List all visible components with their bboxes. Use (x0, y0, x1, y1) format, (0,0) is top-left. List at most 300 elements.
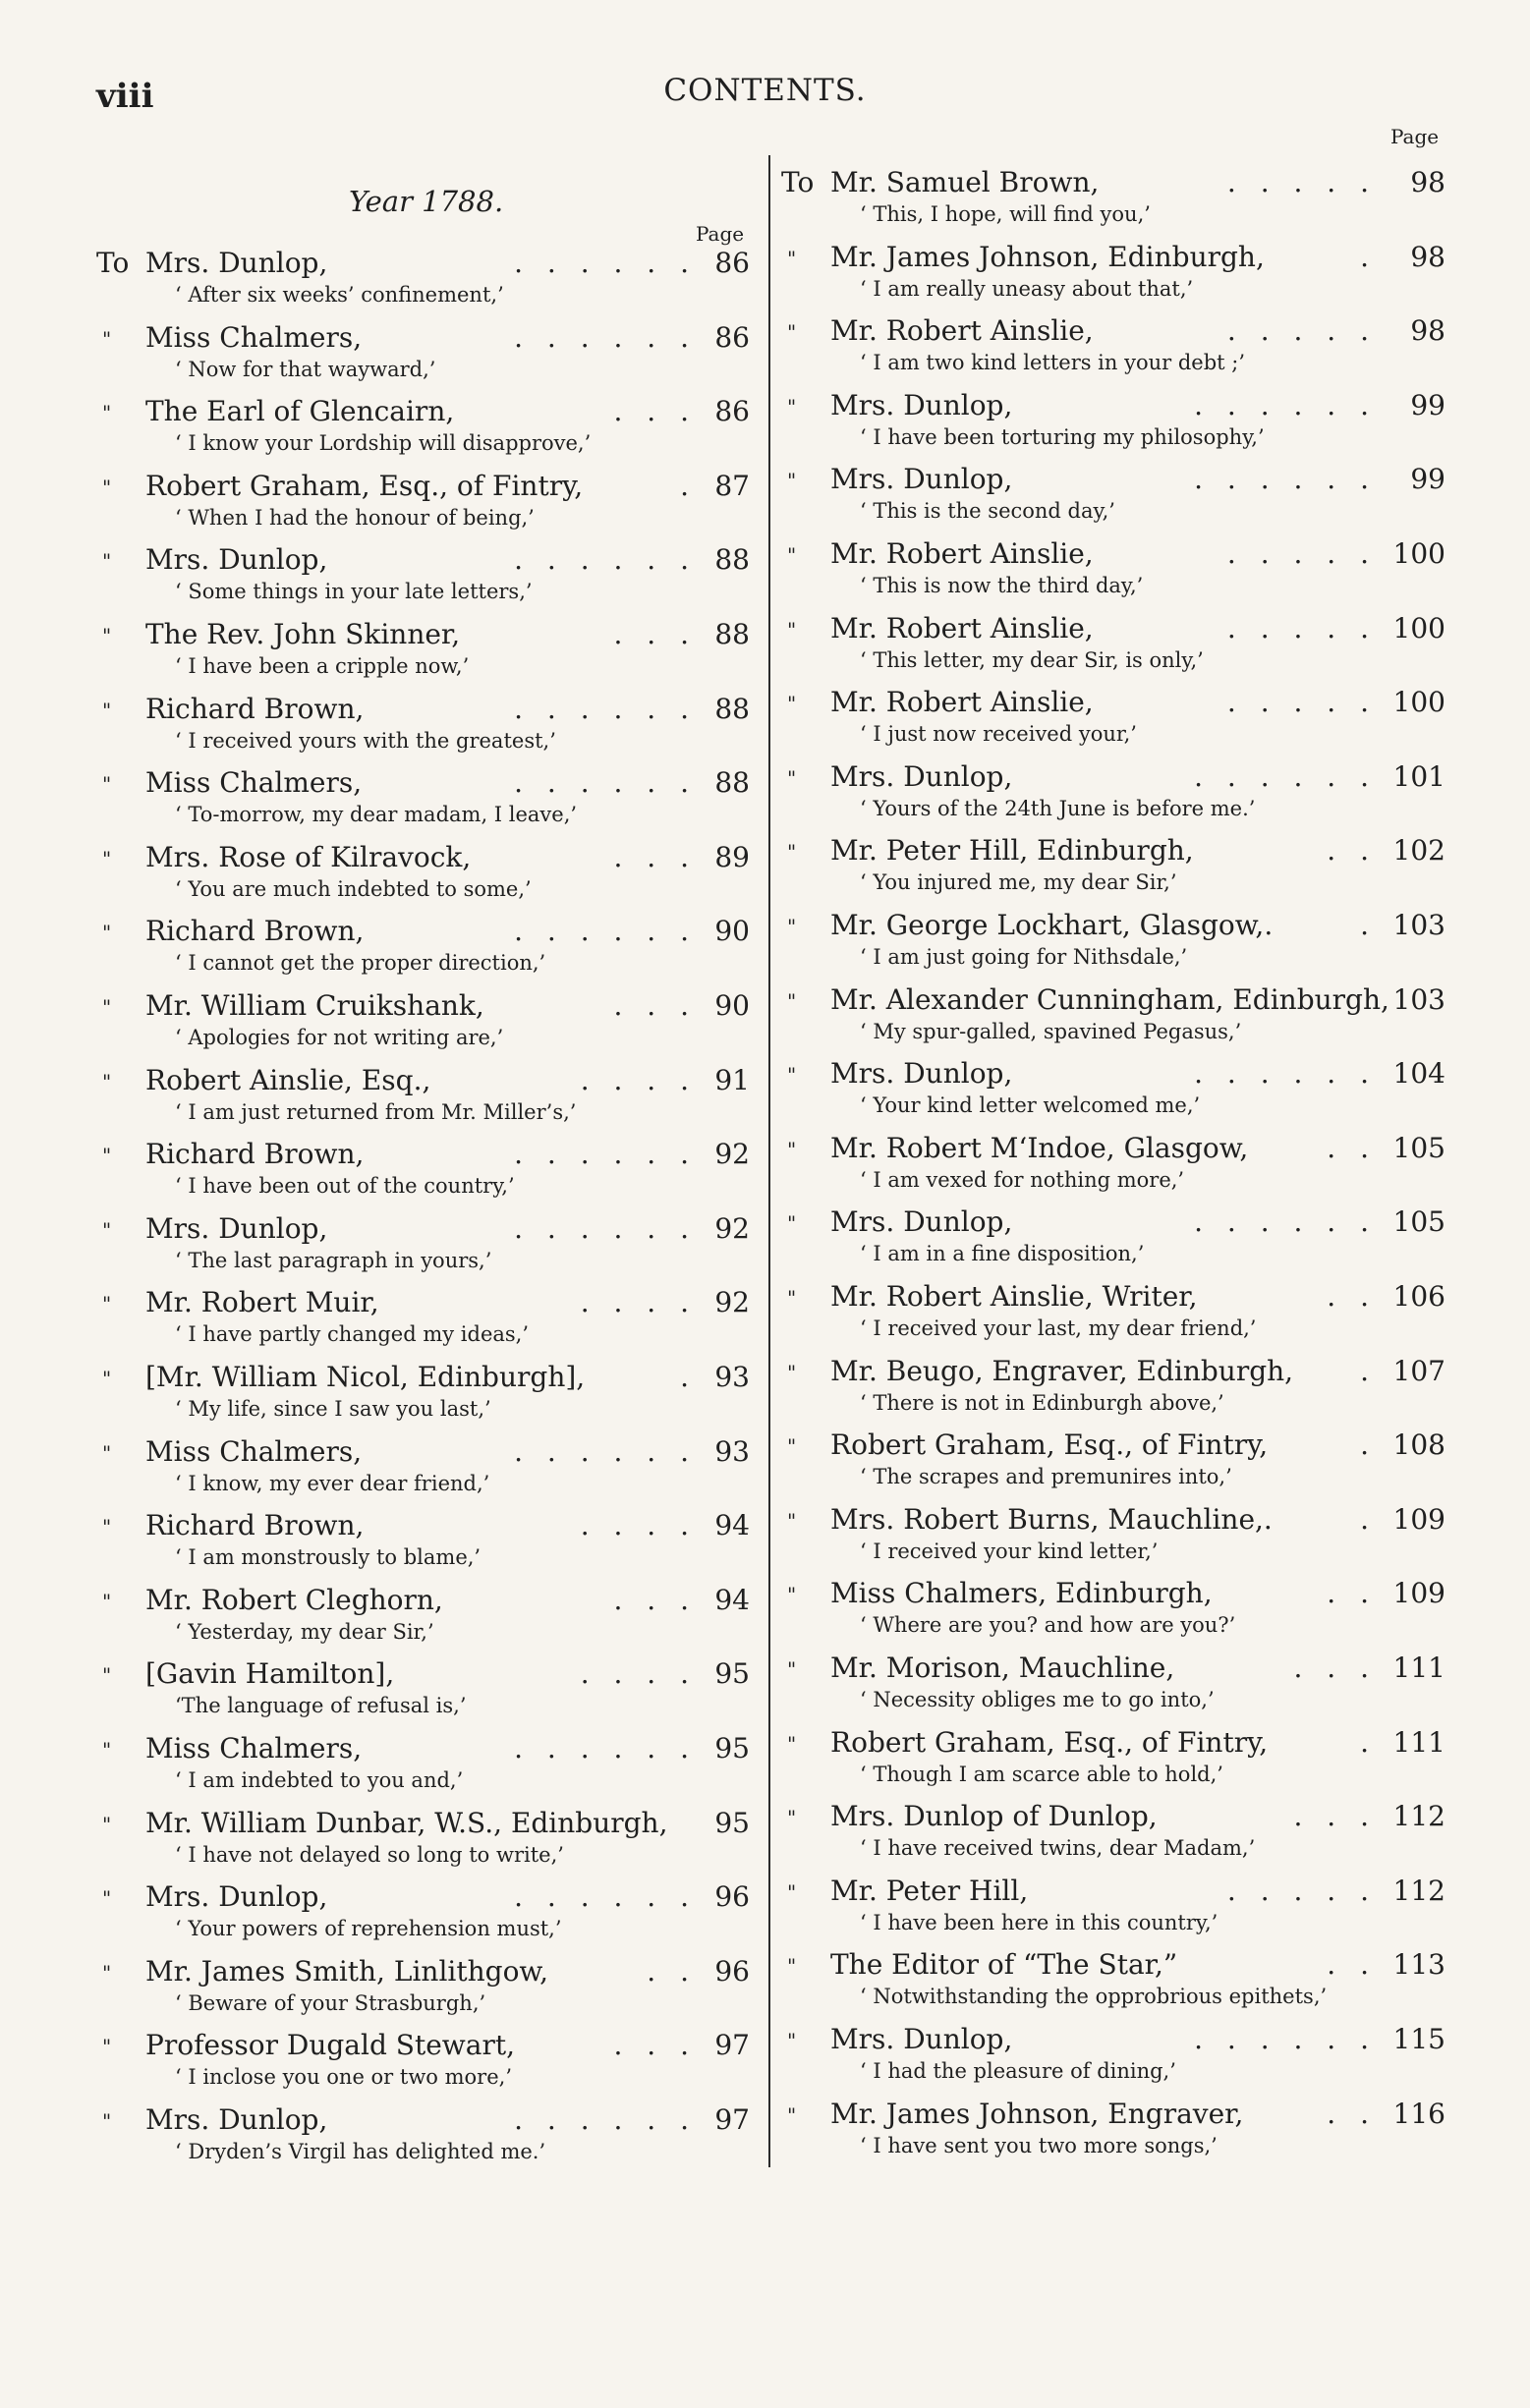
opening-words: ‘ Though I am scarce able to hold,’ (860, 1762, 1223, 1786)
opening-words: ‘ I am vexed for nothing more,’ (860, 1167, 1185, 1192)
recipient-name: The Earl of Glencairn, (145, 395, 455, 428)
page-ref: 102 (1392, 834, 1445, 868)
leader-dots: . . . (1293, 1800, 1377, 1833)
entry-prefix: " (102, 698, 112, 722)
leader-dots: . . . . (580, 1657, 697, 1691)
recipient-name: Robert Graham, Esq., of Fintry, (830, 1428, 1269, 1462)
recipient-name: Mr. Robert M‘Indoe, Glasgow, (830, 1131, 1249, 1164)
page-ref: 116 (1392, 2097, 1445, 2130)
recipient-name: Mr. William Cruikshank, (145, 989, 484, 1022)
entry-prefix: " (787, 1434, 797, 1459)
recipient-name: Robert Ainslie, Esq., (145, 1063, 431, 1096)
opening-words: ‘ I have been torturing my philosophy,’ (860, 424, 1265, 449)
opening-words: ‘ I am just returned from Mr. Miller’s,’ (175, 1099, 577, 1124)
leader-dots: . . . . (580, 1286, 697, 1319)
entry-prefix: " (102, 1144, 112, 1168)
recipient-name: Mr. Robert Muir, (145, 1286, 379, 1319)
page-ref: 90 (714, 915, 750, 948)
entry-prefix: " (787, 1954, 797, 1979)
leader-dots: . . . . . . (514, 692, 697, 725)
opening-words: ‘ You injured me, my dear Sir,’ (860, 870, 1177, 895)
recipient-name: Miss Chalmers, Edinburgh, (830, 1577, 1213, 1610)
page-ref: 106 (1392, 1280, 1445, 1313)
toc-entry (781, 909, 1445, 980)
toc-entry (96, 2029, 750, 2100)
recipient-name: [Gavin Hamilton], (145, 1657, 395, 1691)
page-ref: 98 (1410, 166, 1445, 198)
page-ref: 100 (1392, 537, 1445, 570)
toc-entry (781, 1205, 1445, 1276)
year-heading: Year 1788. (349, 185, 504, 218)
recipient-name: Mrs. Dunlop, (830, 1205, 1013, 1239)
page-ref: 99 (1410, 388, 1445, 421)
recipient-name: Mrs. Dunlop, (830, 388, 1013, 421)
page-ref: 108 (1392, 1428, 1445, 1462)
recipient-name: Mr. George Lockhart, Glasgow,. (830, 909, 1274, 941)
entry-prefix: " (787, 2102, 797, 2127)
entry-prefix: " (102, 772, 112, 797)
opening-words: ‘ To-morrow, my dear madam, I leave,’ (175, 803, 578, 827)
entry-prefix: " (787, 1063, 797, 1088)
leader-dots: . . . . (580, 1509, 697, 1542)
recipient-name: Mrs. Dunlop, (145, 1880, 328, 1914)
toc-entry (96, 841, 750, 912)
opening-words: ‘ Your kind letter welcomed me,’ (860, 1093, 1201, 1118)
entry-prefix: " (102, 1069, 112, 1093)
page-ref: 105 (1392, 1205, 1445, 1239)
entry-prefix: " (787, 1657, 797, 1681)
page-ref: 88 (714, 766, 750, 800)
toc-entry (96, 1955, 750, 2026)
page-ref: 100 (1392, 611, 1445, 644)
opening-words: ‘ Apologies for not writing are,’ (175, 1026, 504, 1049)
recipient-name: Miss Chalmers, (145, 766, 363, 800)
entry-prefix: " (102, 1440, 112, 1465)
page-ref: 96 (714, 1954, 750, 1988)
toc-entry (781, 2023, 1445, 2094)
entry-prefix: " (787, 915, 797, 938)
opening-words: ‘ Where are you? and how are you?’ (860, 1613, 1236, 1638)
leader-dots: . . . . . . (514, 1211, 697, 1245)
page-ref: 111 (1392, 1725, 1445, 1759)
leader-dots: . (680, 1361, 697, 1393)
page-ref: 88 (714, 692, 750, 725)
entry-prefix: " (102, 1217, 112, 1242)
recipient-name: Mr. Samuel Brown, (830, 166, 1100, 198)
recipient-name: Mr. Peter Hill, Edinburgh, (830, 834, 1194, 868)
opening-words: ‘ My life, since I saw you last,’ (175, 1397, 491, 1421)
leader-dots: . . . . . . (514, 543, 697, 577)
leader-dots: . . . . . . (1194, 1205, 1377, 1239)
opening-words: ‘ Your powers of reprehension must,’ (175, 1917, 562, 1941)
leader-dots: . . . (613, 395, 697, 428)
leader-dots: . . . . (580, 1063, 697, 1096)
leader-dots: . . . . . . (514, 1732, 697, 1764)
recipient-name: The Rev. John Skinner, (145, 618, 461, 650)
opening-words: ‘ My spur-galled, spavined Pegasus,’ (860, 1019, 1242, 1043)
toc-entry (96, 1064, 750, 1135)
recipient-name: Richard Brown, (145, 1138, 365, 1171)
opening-words: ‘ I am two kind letters in your debt ;’ (860, 351, 1246, 375)
toc-entry (96, 1361, 750, 1431)
page-number: viii (96, 77, 154, 116)
page-ref: 99 (1410, 463, 1445, 496)
entry-prefix: " (102, 475, 112, 499)
leader-dots: . (680, 469, 697, 502)
entry-prefix: " (787, 543, 797, 567)
opening-words: ‘ I have been here in this country,’ (860, 1910, 1218, 1934)
recipient-name: Mrs. Dunlop, (145, 1211, 328, 1245)
toc-entry (781, 463, 1445, 533)
opening-words: ‘ I am indebted to you and,’ (175, 1768, 464, 1792)
toc-entry (781, 1132, 1445, 1203)
left-page-label: Page (696, 222, 745, 246)
recipient-name: Mrs. Dunlop, (145, 2103, 328, 2136)
recipient-name: Mr. Robert Ainslie, Writer, (830, 1280, 1198, 1313)
recipient-name: Richard Brown, (145, 1509, 365, 1542)
opening-words: ‘ After six weeks’ confinement,’ (175, 283, 504, 307)
opening-words: ‘ The scrapes and premunires into,’ (860, 1465, 1232, 1489)
opening-words: ‘ I have been a cripple now,’ (175, 654, 470, 678)
entry-prefix: " (102, 1292, 112, 1316)
leader-dots: . . . . . . (1194, 1057, 1377, 1091)
leader-dots: . (1360, 909, 1377, 941)
opening-words: ‘ I inclose you one or two more,’ (175, 2065, 513, 2090)
page-ref: 95 (714, 1657, 750, 1691)
page-ref: 94 (714, 1509, 750, 1542)
page-ref: 95 (714, 1732, 750, 1764)
toc-entry (96, 543, 750, 614)
recipient-name: Mr. James Smith, Linlithgow, (145, 1954, 548, 1988)
entry-prefix: " (102, 1515, 112, 1540)
entry-prefix: " (787, 1731, 797, 1756)
recipient-name: Mr. Robert Ainslie, (830, 537, 1094, 570)
entry-prefix: " (102, 1738, 112, 1762)
opening-words: ‘ I just now received your,’ (860, 722, 1137, 747)
entry-prefix: " (787, 469, 797, 493)
entry-prefix: " (102, 1589, 112, 1613)
entry-prefix: " (102, 995, 112, 1019)
page-ref: 100 (1392, 686, 1445, 719)
recipient-name: Mrs. Robert Burns, Mauchline,. (830, 1502, 1273, 1536)
page-ref: 95 (714, 1806, 750, 1839)
toc-entry (96, 321, 750, 392)
toc-entry (781, 166, 1445, 237)
toc-entry (96, 1732, 750, 1803)
page-ref: 113 (1392, 1948, 1445, 1982)
page-ref: 109 (1392, 1502, 1445, 1536)
entry-prefix: " (787, 1583, 797, 1607)
toc-entry (96, 2103, 750, 2174)
leader-dots: . . . . . . (1194, 759, 1377, 793)
toc-entry (781, 537, 1445, 608)
opening-words: ‘ Dryden’s Virgil has delighted me.’ (175, 2140, 546, 2163)
toc-entry (781, 314, 1445, 385)
toc-entry (781, 1875, 1445, 1945)
page-ref: 87 (714, 469, 750, 502)
opening-words: ‘ I am just going for Nithsdale,’ (860, 945, 1188, 969)
leader-dots: . . . (613, 2029, 697, 2062)
page-ref: 115 (1392, 2023, 1445, 2055)
toc-entry (96, 915, 750, 985)
opening-words: ‘ This is the second day,’ (860, 499, 1115, 524)
recipient-name: Mr. James Johnson, Edinburgh, (830, 240, 1265, 273)
opening-words: ‘ Yours of the 24th June is before me.’ (860, 796, 1256, 820)
page-ref: 98 (1410, 314, 1445, 348)
recipient-name: Mrs. Dunlop, (145, 247, 328, 279)
leader-dots: . . (647, 1954, 697, 1988)
leader-dots: . . . . . . (514, 1880, 697, 1914)
recipient-name: Robert Graham, Esq., of Fintry, (145, 469, 584, 502)
toc-entry (781, 241, 1445, 311)
recipient-name: Mr. Robert Ainslie, (830, 611, 1094, 644)
recipient-name: Mrs. Dunlop, (830, 463, 1013, 496)
opening-words: ‘ I received your last, my dear friend,’ (860, 1316, 1257, 1340)
leader-dots: . . . . . (1226, 314, 1377, 348)
toc-entry (96, 1286, 750, 1357)
recipient-name: Mr. Robert Ainslie, (830, 314, 1094, 348)
recipient-name: Miss Chalmers, (145, 320, 363, 354)
recipient-name: Mrs. Dunlop, (830, 2023, 1013, 2055)
opening-words: ‘ Beware of your Strasburgh,’ (175, 1990, 486, 2015)
page-title: CONTENTS. (663, 73, 867, 108)
opening-words: ‘ There is not in Edinburgh above,’ (860, 1390, 1224, 1415)
opening-words: ‘ I have sent you two more songs,’ (860, 2133, 1218, 2157)
leader-dots: . . (1327, 2097, 1377, 2130)
recipient-name: Mr. Alexander Cunningham, Edinburgh, (830, 982, 1389, 1016)
entry-prefix: " (787, 617, 797, 642)
page-ref: 96 (714, 1880, 750, 1914)
page-ref: 92 (714, 1138, 750, 1171)
entry-prefix: " (102, 846, 112, 870)
leader-dots: . . . . . . (1194, 388, 1377, 421)
entry-prefix: To (781, 166, 815, 198)
page-ref: 86 (714, 320, 750, 354)
recipient-name: The Editor of “The Star,” (830, 1948, 1178, 1982)
entry-prefix: " (102, 326, 112, 351)
leader-dots: . . . . . . (1194, 463, 1377, 496)
toc-entry (96, 1509, 750, 1580)
opening-words: ‘ Yesterday, my dear Sir,’ (175, 1619, 434, 1644)
opening-words: ‘ Notwithstanding the opprobrious epithets,’ (860, 1985, 1328, 2009)
leader-dots: . . . . . . (514, 1434, 697, 1468)
leader-dots: . . . . . . (514, 2103, 697, 2136)
leader-dots: . (1360, 240, 1377, 273)
page-ref: 103 (1392, 909, 1445, 941)
page-ref: 107 (1392, 1354, 1445, 1387)
opening-words: ‘ Some things in your late letters,’ (175, 580, 533, 604)
toc-entry (781, 1503, 1445, 1574)
leader-dots: . . . . . (1226, 537, 1377, 570)
leader-dots: . . . . . . (1194, 2023, 1377, 2055)
page-ref: 112 (1392, 1874, 1445, 1907)
entry-prefix: " (102, 549, 112, 574)
toc-entry (96, 247, 750, 317)
leader-dots: . . . (613, 618, 697, 650)
opening-words: ‘ You are much indebted to some,’ (175, 876, 532, 901)
toc-entry (781, 1428, 1445, 1499)
toc-entry (781, 834, 1445, 905)
entry-prefix: " (787, 246, 797, 270)
opening-words: ‘ I had the pleasure of dining,’ (860, 2059, 1176, 2083)
toc-entry (96, 989, 750, 1060)
page-ref: 109 (1392, 1577, 1445, 1610)
entry-prefix: " (102, 401, 112, 425)
toc-entry (96, 618, 750, 689)
entry-prefix: " (787, 2029, 797, 2052)
recipient-name: Mrs. Dunlop, (830, 759, 1013, 793)
toc-entry (781, 1800, 1445, 1871)
toc-entry (96, 1807, 750, 1877)
toc-entry (96, 766, 750, 837)
opening-words: ‘The language of refusal is,’ (175, 1694, 467, 1718)
toc-entry (781, 760, 1445, 831)
recipient-name: Mr. Morison, Mauchline, (830, 1652, 1175, 1684)
page-ref: 93 (714, 1361, 750, 1393)
page-ref: 91 (714, 1063, 750, 1096)
toc-entry (781, 389, 1445, 460)
page-ref: 88 (714, 543, 750, 577)
opening-words: ‘ Now for that wayward,’ (175, 357, 436, 381)
entry-prefix: " (102, 2035, 112, 2059)
page-ref: 111 (1392, 1652, 1445, 1684)
toc-entry (781, 612, 1445, 683)
entry-prefix: " (102, 921, 112, 945)
opening-words: ‘ I have received twins, dear Madam,’ (860, 1836, 1256, 1861)
leader-dots: . . . . . . (514, 766, 697, 800)
page-ref: 97 (714, 2029, 750, 2062)
page-ref: 86 (714, 247, 750, 279)
toc-entry (781, 1280, 1445, 1351)
leader-dots: . . . . . (1226, 686, 1377, 719)
recipient-name: Mrs. Dunlop of Dunlop, (830, 1800, 1158, 1833)
opening-words: ‘ I am really uneasy about that,’ (860, 276, 1194, 301)
leader-dots: . . . . . . (514, 320, 697, 354)
entry-prefix: " (787, 1286, 797, 1310)
leader-dots: . . . . . (1226, 166, 1377, 198)
opening-words: ‘ This, I hope, will find you,’ (860, 202, 1151, 226)
entry-prefix: " (102, 1886, 112, 1911)
entry-prefix: " (787, 1879, 797, 1904)
opening-words: ‘ I am monstrously to blame,’ (175, 1545, 482, 1570)
recipient-name: Miss Chalmers, (145, 1434, 363, 1468)
toc-entry (781, 2098, 1445, 2168)
entry-prefix: " (787, 320, 797, 345)
page-ref: 86 (714, 395, 750, 428)
page-ref: 101 (1392, 759, 1445, 793)
opening-words: ‘ I know, my ever dear friend,’ (175, 1471, 490, 1495)
page-ref: 112 (1392, 1800, 1445, 1833)
recipient-name: Mr. Robert Cleghorn, (145, 1583, 443, 1616)
toc-entry (781, 1057, 1445, 1128)
entry-prefix: " (102, 1960, 112, 1985)
entry-prefix: " (787, 988, 797, 1013)
recipient-name: Mrs. Dunlop, (145, 543, 328, 577)
leader-dots: . . . (613, 1583, 697, 1616)
leader-dots: . . . (1293, 1652, 1377, 1684)
entry-prefix: " (787, 692, 797, 716)
leader-dots: . . (1327, 834, 1377, 868)
page-ref: 89 (714, 840, 750, 873)
toc-entry (781, 1948, 1445, 2019)
recipient-name: Mrs. Rose of Kilravock, (145, 840, 472, 873)
recipient-name: Mr. William Dunbar, W.S., Edinburgh, (145, 1806, 668, 1839)
leader-dots: . . (1327, 1280, 1377, 1313)
toc-entry (96, 470, 750, 540)
leader-dots: . . . . . . (514, 247, 697, 279)
opening-words: ‘ The last paragraph in yours,’ (175, 1248, 492, 1272)
entry-prefix: To (96, 247, 130, 279)
recipient-name: Mr. Beugo, Engraver, Edinburgh, (830, 1354, 1294, 1387)
opening-words: ‘ I received yours with the greatest,’ (175, 728, 556, 753)
toc-entry (96, 1584, 750, 1654)
leader-dots: . . . (613, 989, 697, 1022)
leader-dots: . . . . . (1226, 611, 1377, 644)
entry-prefix: " (787, 1508, 797, 1533)
opening-words: ‘ I cannot get the proper direction,’ (175, 951, 546, 976)
opening-words: ‘ I received your kind letter,’ (860, 1539, 1159, 1563)
entry-prefix: " (787, 1211, 797, 1236)
entry-prefix: " (102, 1367, 112, 1390)
entry-prefix: " (787, 765, 797, 790)
leader-dots: . (1360, 1502, 1377, 1536)
toc-entry (96, 1657, 750, 1728)
page-ref: 94 (714, 1583, 750, 1616)
recipient-name: Richard Brown, (145, 692, 365, 725)
leader-dots: . (1360, 1725, 1377, 1759)
recipient-name: Richard Brown, (145, 915, 365, 948)
entry-prefix: " (787, 394, 797, 419)
leader-dots: . . (1327, 1131, 1377, 1164)
opening-words: ‘ I have not delayed so long to write,’ (175, 1842, 564, 1867)
page-ref: 105 (1392, 1131, 1445, 1164)
entry-prefix: " (787, 1137, 797, 1161)
recipient-name: Mrs. Dunlop, (830, 1057, 1013, 1091)
leader-dots: . . (1327, 1948, 1377, 1982)
toc-entry (96, 693, 750, 763)
toc-entry (96, 1435, 750, 1506)
entry-prefix: " (787, 1360, 797, 1384)
toc-entry (96, 1212, 750, 1283)
recipient-name: Miss Chalmers, (145, 1732, 363, 1764)
toc-entry (96, 1138, 750, 1208)
leader-dots: . . . . . . (514, 1138, 697, 1171)
toc-entry (781, 1652, 1445, 1722)
opening-words: ‘ This is now the third day,’ (860, 574, 1144, 597)
opening-words: ‘ I have been out of the country,’ (175, 1174, 515, 1199)
page-ref: 103 (1392, 982, 1445, 1016)
recipient-name: Professor Dugald Stewart, (145, 2029, 515, 2062)
entry-prefix: " (102, 1812, 112, 1836)
toc-entry (781, 983, 1445, 1054)
recipient-name: Mr. Peter Hill, (830, 1874, 1029, 1907)
leader-dots: . . . . . (1226, 1874, 1377, 1907)
toc-entry (781, 1355, 1445, 1426)
recipient-name: Robert Graham, Esq., of Fintry, (830, 1725, 1269, 1759)
page-ref: 88 (714, 618, 750, 650)
toc-entry (781, 686, 1445, 756)
leader-dots: . . . . . . (514, 915, 697, 948)
opening-words: ‘ I have partly changed my ideas,’ (175, 1322, 530, 1347)
recipient-name: Mr. Robert Ainslie, (830, 686, 1094, 719)
entry-prefix: " (102, 1663, 112, 1688)
leader-dots: . . (1327, 1577, 1377, 1610)
right-page-label: Page (1390, 125, 1440, 148)
leader-dots: . (1360, 1428, 1377, 1462)
opening-words: ‘ This letter, my dear Sir, is only,’ (860, 647, 1204, 672)
entry-prefix: " (102, 2109, 112, 2133)
opening-words: ‘ Necessity obliges me to go into,’ (860, 1688, 1215, 1711)
